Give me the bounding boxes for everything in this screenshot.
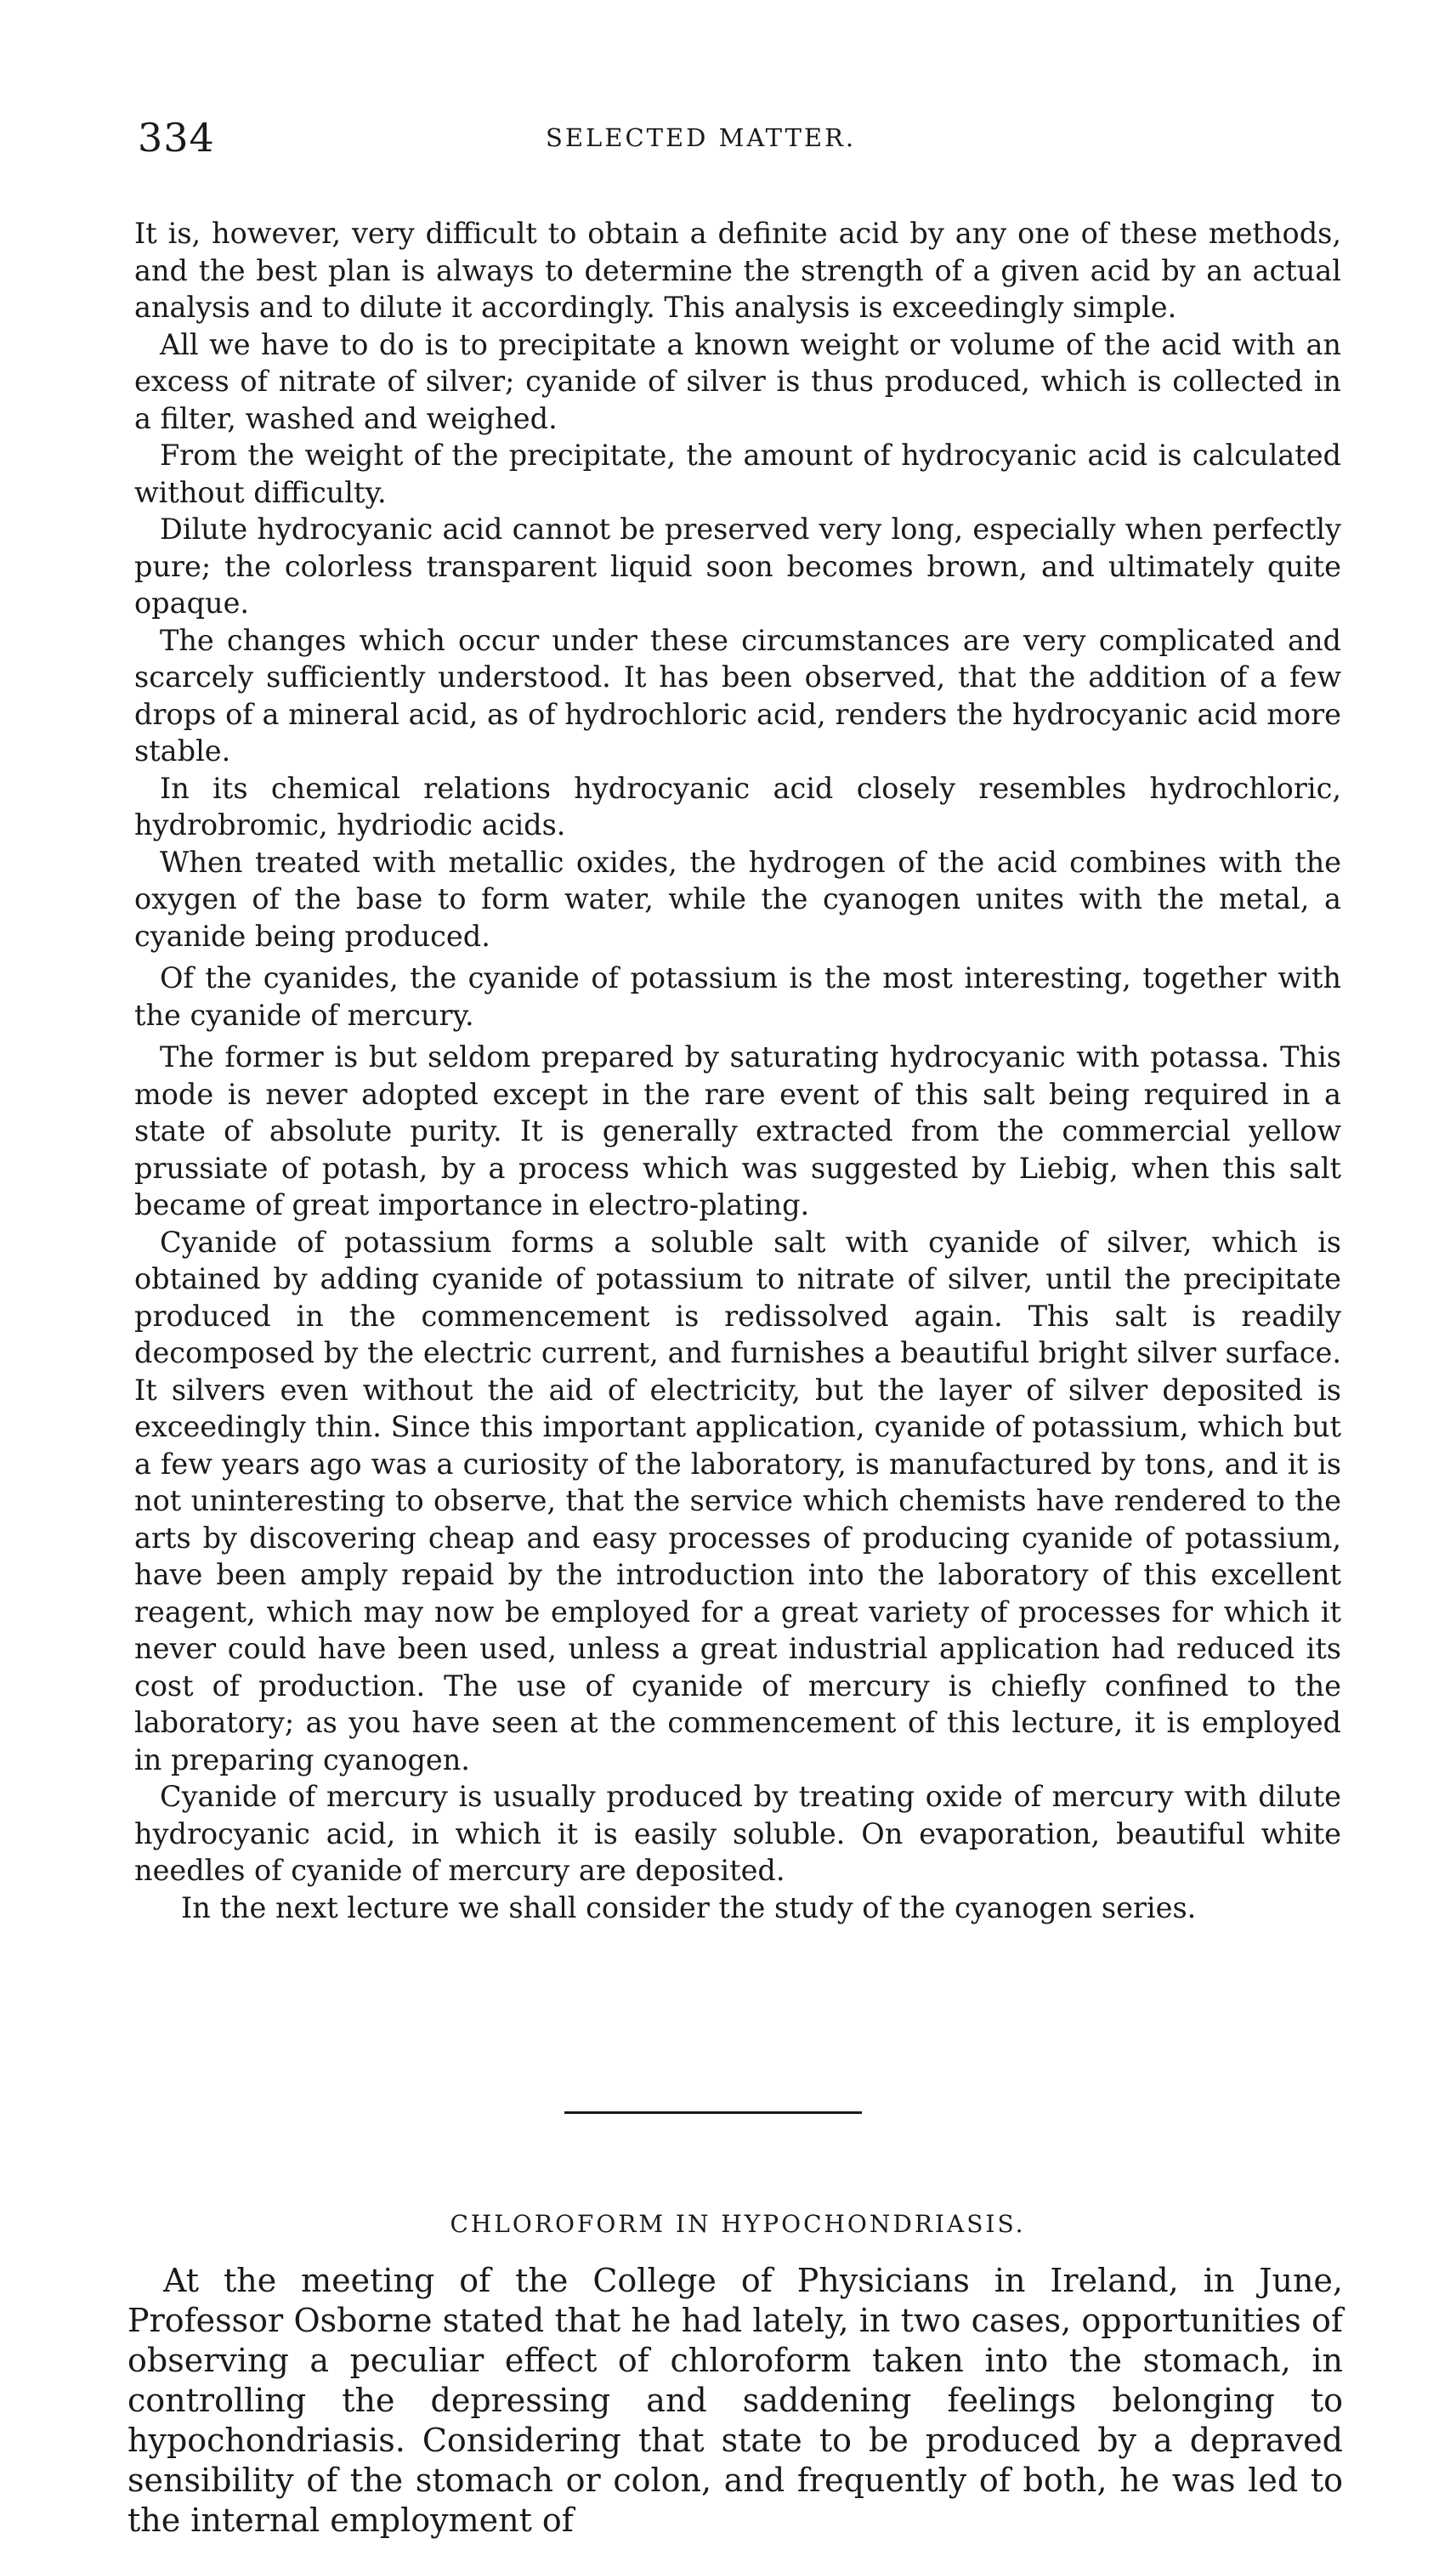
paragraph-2: All we have to do is to precipitate a known weight or volume of the acid with an excess of nitrate of silver; cyanide of silver is thus produced, which is collected in a filter, washed and weighed.	[134, 327, 1341, 435]
paragraph-8: Of the cyanides, the cyanide of potassium is the most interesting, together with the cyanide of mercury.	[134, 961, 1341, 1032]
paragraph-9: The former is but seldom prepared by saturating hydrocyanic with potassa. This mode is never adopted except in the rare event of this salt being required in a state of absolute purity. It is generally extracted from the commercial yellow prussiate of potash, by a process which was suggested by Liebig, when this salt became of great importance in electro-plating.	[134, 1040, 1341, 1221]
paragraph-10: Cyanide of potassium forms a soluble salt with cyanide of silver, which is obtained by adding cyanide of potassium to nitrate of silver, until the precipitate produced in the commencement is redissolved again. This salt is readily decomposed by the electric current, and furnishes a beautiful bright silver surface. It silvers even without the aid of electricity, but the layer of silver deposited is exceedingly thin. Since this important application, cyanide of potassium, which but a few years ago was a curiosity of the laboratory, is manufactured by tons, and it is not uninteresting to observe, that the service which chemists have rendered to the arts by discovering cheap and easy processes of producing cyanide of potassium, have been amply repaid by the introduction into the laboratory of this excellent reagent, which may now be employed for a great variety of processes for which it never could have been used, unless a great industrial application had reduced its cost of production. The use of cyanide of mercury is chiefly confined to the laboratory; as you have seen at the commencement of this lecture, it is employed in preparing cyanogen.	[134, 1225, 1341, 1776]
paragraph-1: It is, however, very difficult to obtain a definite acid by any one of these methods, and the best plan is always to determine the strength of a given acid by an actual analysis and to dilute it accordingly. This analysis is exceedingly simple.	[134, 217, 1341, 324]
paragraph-7: When treated with metallic oxides, the hydrogen of the acid combines with the oxygen of the base to form water, while the cyanogen unites with the metal, a cyanide being produced.	[134, 845, 1341, 953]
running-title: SELECTED MATTER.	[546, 123, 857, 152]
section-body	[127, 2261, 1343, 2541]
paragraph-4: Dilute hydrocyanic acid cannot be preserved very long, especially when perfectly pure; the colorless transparent liquid soon becomes brown, and ultimately quite opaque.	[134, 513, 1341, 620]
paragraph-6: In its chemical relations hydrocyanic acid closely resembles hydrochloric, hydrobromic, hydriodic acids.	[134, 771, 1341, 841]
paragraph-3: From the weight of the precipitate, the amount of hydrocyanic acid is calculated without difficulty.	[134, 439, 1341, 509]
section-paragraph: At the meeting of the College of Physicians in Ireland, in June, Professor Osborne stated that he had lately, in two cases, opportunities of observing a peculiar effect of chloroform taken into the stomach, in controlling the depressing and saddening feelings belonging to hypochondriasis. Considering that state to be produced by a depraved sensibility of the stomach or colon, and frequently of both, he was led to the internal employment of	[127, 2262, 1343, 2539]
article-body	[134, 215, 1341, 1926]
page-number: 334	[138, 115, 215, 161]
section-heading: CHLOROFORM IN HYPOCHONDRIASIS.	[450, 2210, 1026, 2238]
paragraph-12: In the next lecture we shall consider the study of the cyanogen series.	[181, 1890, 1197, 1924]
running-head	[138, 112, 1345, 163]
paragraph-5: The changes which occur under these circumstances are very complicated and scarcely sufficiently understood. It has been observed, that the addition of a few drops of a mineral acid, as of hydrochloric acid, renders the hydrocyanic acid more stable.	[134, 623, 1341, 768]
paragraph-11: Cyanide of mercury is usually produced by treating oxide of mercury with dilute hydrocyanic acid, in which it is easily soluble. On evaporation, beautiful white needles of cyanide of mercury are deposited.	[134, 1780, 1341, 1887]
section-divider	[564, 2111, 862, 2114]
